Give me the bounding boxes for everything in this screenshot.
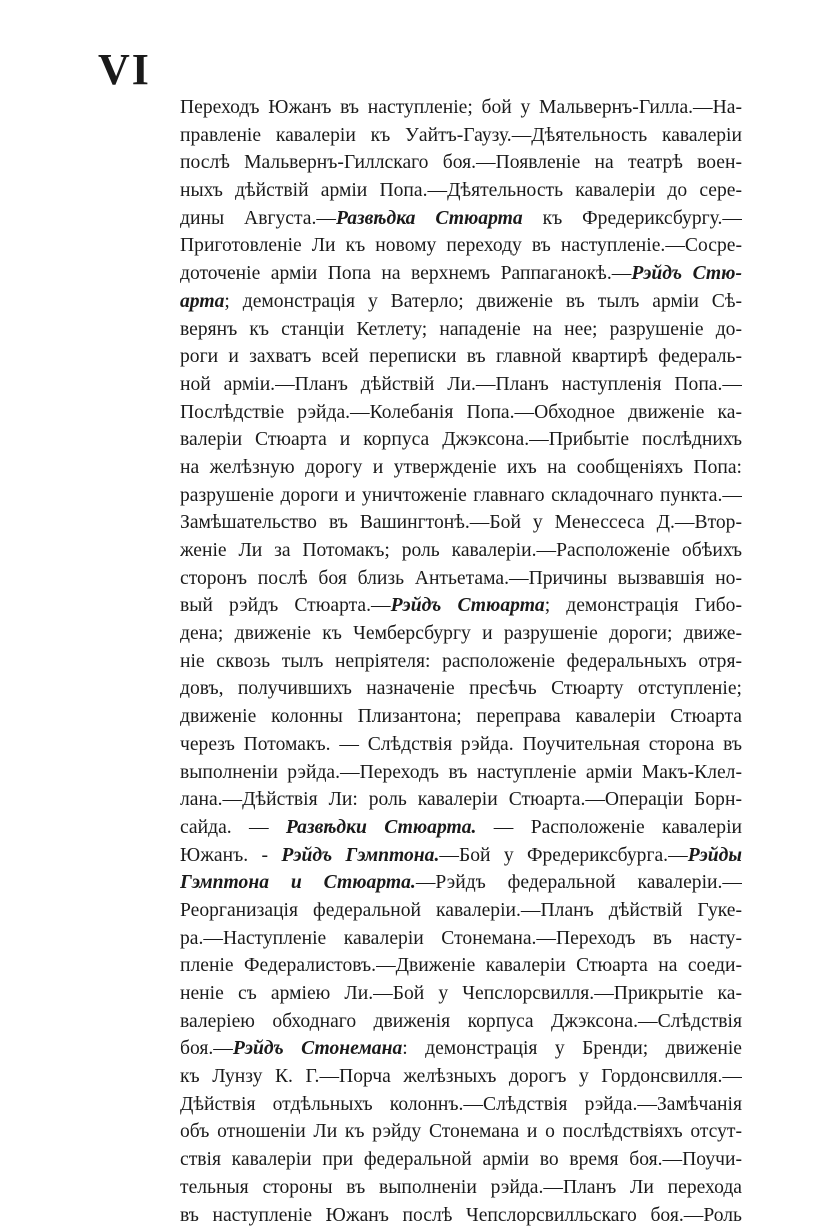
text-line <box>180 1146 742 1174</box>
text-line <box>180 509 742 537</box>
text-segment: выполненіи рэйда.—Переходъ въ наступленіе арміи Макъ-Клел- <box>180 762 742 783</box>
text-line <box>180 1118 742 1146</box>
text-line <box>180 232 742 260</box>
text-segment: — Расположеніе кавалеріи <box>476 817 742 838</box>
text-segment: роги и захватъ всей переписки въ главной квартирѣ федераль- <box>180 346 742 367</box>
text-segment: —Рэйдъ федеральной кавалеріи.— <box>416 872 742 893</box>
italic-heading-segment: Рэйдъ Стонемана <box>233 1038 402 1059</box>
text-line <box>180 260 742 288</box>
text-segment: валеріи Стюарта и корпуса Джэксона.—Прибытіе послѣднихъ <box>180 429 742 450</box>
text-segment: лана.—Дѣйствія Ли: роль кавалеріи Стюарта.—Операціи Борн- <box>180 789 742 810</box>
text-line <box>180 316 742 344</box>
text-line <box>180 288 742 316</box>
text-segment: —Бой у Фредериксбурга.— <box>439 845 687 866</box>
text-segment: неніе съ арміею Ли.—Бой у Чепслорсвилля.—Прикрытіе ка- <box>180 983 742 1004</box>
contents-paragraph <box>180 94 742 1229</box>
italic-heading-segment: Гэмптона и Стюарта. <box>180 872 416 893</box>
text-segment: верянъ къ станціи Кетлету; нападеніе на нее; разрушеніе до- <box>180 319 742 340</box>
text-segment: къ Фредериксбургу.— <box>523 208 742 229</box>
text-segment: ной арміи.—Планъ дѣйствій Ли.—Планъ наступленія Попа.— <box>180 374 742 395</box>
text-line <box>180 205 742 233</box>
text-segment: на желѣзную дорогу и утвержденіе ихъ на сообщеніяхъ Попа: <box>180 457 742 478</box>
text-segment: Переходъ Южанъ въ наступленіе; бой у Мальвернъ-Гилла.—На- <box>180 97 742 118</box>
text-segment: послѣ Мальвернъ-Гиллскаго боя.—Появленіе на театрѣ воен- <box>180 152 742 173</box>
text-line <box>180 343 742 371</box>
text-segment: тельныя стороны въ выполненіи рэйда.—Планъ Ли перехода <box>180 1177 742 1198</box>
text-segment: ныхъ дѣйствій арміи Попа.—Дѣятельность кавалеріи до сере- <box>180 180 742 201</box>
text-segment: ніе сквозь тылъ непріятеля: расположеніе федеральныхъ отря- <box>180 651 742 672</box>
text-segment: ; демонстрація у Ватерло; движеніе въ тылъ арміи Сѣ- <box>224 291 742 312</box>
text-line <box>180 842 742 870</box>
text-line <box>180 1035 742 1063</box>
text-segment: доточеніе арміи Попа на верхнемъ Раппаганокѣ.— <box>180 263 631 284</box>
text-segment: къ Лунзу К. Г.—Порча желѣзныхъ дорогъ у Гордонсвилля.— <box>180 1066 742 1087</box>
text-line <box>180 399 742 427</box>
text-line <box>180 1063 742 1091</box>
text-line <box>180 482 742 510</box>
text-line <box>180 925 742 953</box>
text-segment: вый рэйдъ Стюарта.— <box>180 595 391 616</box>
text-line <box>180 952 742 980</box>
text-segment: Реорганизація федеральной кавалеріи.—Планъ дѣйствій Гуке- <box>180 900 742 921</box>
text-segment: разрушеніе дороги и уничтоженіе главнаго складочнаго пункта.— <box>180 485 742 506</box>
text-segment: Южанъ. - <box>180 845 281 866</box>
text-line <box>180 1202 742 1229</box>
text-line <box>180 620 742 648</box>
italic-heading-segment: Рэйды <box>688 845 742 866</box>
text-line <box>180 980 742 1008</box>
text-line <box>180 675 742 703</box>
italic-heading-segment: Рэйдъ Стю- <box>631 263 742 284</box>
text-segment: черезъ Потомакъ. — Слѣдствія рэйда. Поучительная сторона въ <box>180 734 742 755</box>
text-segment: объ отношеніи Ли къ рэйду Стонемана и о послѣдствіяхъ отсут- <box>180 1121 742 1142</box>
text-line <box>180 94 742 122</box>
text-segment: пленіе Федералистовъ.—Движеніе кавалеріи Стюарта на соеди- <box>180 955 742 976</box>
text-segment: валеріею обходнаго движенія корпуса Джэксона.—Слѣдствія <box>180 1011 742 1032</box>
text-segment: движеніе колонны Плизантона; переправа кавалеріи Стюарта <box>180 706 742 727</box>
text-line <box>180 759 742 787</box>
text-line <box>180 454 742 482</box>
text-line <box>180 1091 742 1119</box>
text-segment: Дѣйствія отдѣльныхъ колоннъ.—Слѣдствія рэйда.—Замѣчанія <box>180 1094 742 1115</box>
text-line <box>180 149 742 177</box>
text-line <box>180 1008 742 1036</box>
italic-heading-segment: Рэйдъ Гэмптона. <box>281 845 439 866</box>
text-line <box>180 869 742 897</box>
text-line <box>180 122 742 150</box>
text-segment: Замѣшательство въ Вашингтонѣ.—Бой у Менессеса Д.—Втор- <box>180 512 742 533</box>
text-line <box>180 786 742 814</box>
page-number: VI <box>98 48 151 92</box>
text-segment: ра.—Наступленіе кавалеріи Стонемана.—Переходъ въ насту- <box>180 928 742 949</box>
text-segment: въ наступленіе Южанъ послѣ Чепслорсвилльскаго боя.—Роль <box>180 1205 742 1226</box>
italic-heading-segment: Развѣдка Стюарта <box>336 208 523 229</box>
text-segment: ; демонстрація Гибо- <box>545 595 742 616</box>
text-segment: довъ, получившихъ назначеніе пресѣчь Стюарту отступленіе; <box>180 678 742 699</box>
text-line <box>180 731 742 759</box>
italic-heading-segment: Рэйдъ Стюарта <box>391 595 545 616</box>
italic-heading-segment: арта <box>180 291 224 312</box>
text-line <box>180 814 742 842</box>
text-line <box>180 897 742 925</box>
text-line <box>180 537 742 565</box>
text-line <box>180 703 742 731</box>
text-segment: дена; движеніе къ Чемберсбургу и разрушеніе дороги; движе- <box>180 623 742 644</box>
text-line <box>180 371 742 399</box>
text-line <box>180 1174 742 1202</box>
text-segment: сторонъ послѣ боя близь Антьетама.—Причины вызвавшія но- <box>180 568 742 589</box>
text-line <box>180 565 742 593</box>
text-line <box>180 177 742 205</box>
text-line <box>180 592 742 620</box>
text-segment: ствія кавалеріи при федеральной арміи во время боя.—Поучи- <box>180 1149 742 1170</box>
italic-heading-segment: Развѣдки Стюарта. <box>286 817 477 838</box>
text-segment: дины Августа.— <box>180 208 336 229</box>
text-segment: правленіе кавалеріи къ Уайтъ-Гаузу.—Дѣятельность кавалеріи <box>180 125 742 146</box>
text-segment: Послѣдствіе рэйда.—Колебанія Попа.—Обходное движеніе ка- <box>180 402 742 423</box>
text-segment: : демонстрація у Бренди; движеніе <box>402 1038 742 1059</box>
text-segment: сайда. — <box>180 817 286 838</box>
text-line <box>180 426 742 454</box>
text-line <box>180 648 742 676</box>
text-segment: женіе Ли за Потомакъ; роль кавалеріи.—Расположеніе обѣихъ <box>180 540 742 561</box>
text-segment: боя.— <box>180 1038 233 1059</box>
text-segment: Приготовленіе Ли къ новому переходу въ наступленіе.—Сосре- <box>180 235 742 256</box>
